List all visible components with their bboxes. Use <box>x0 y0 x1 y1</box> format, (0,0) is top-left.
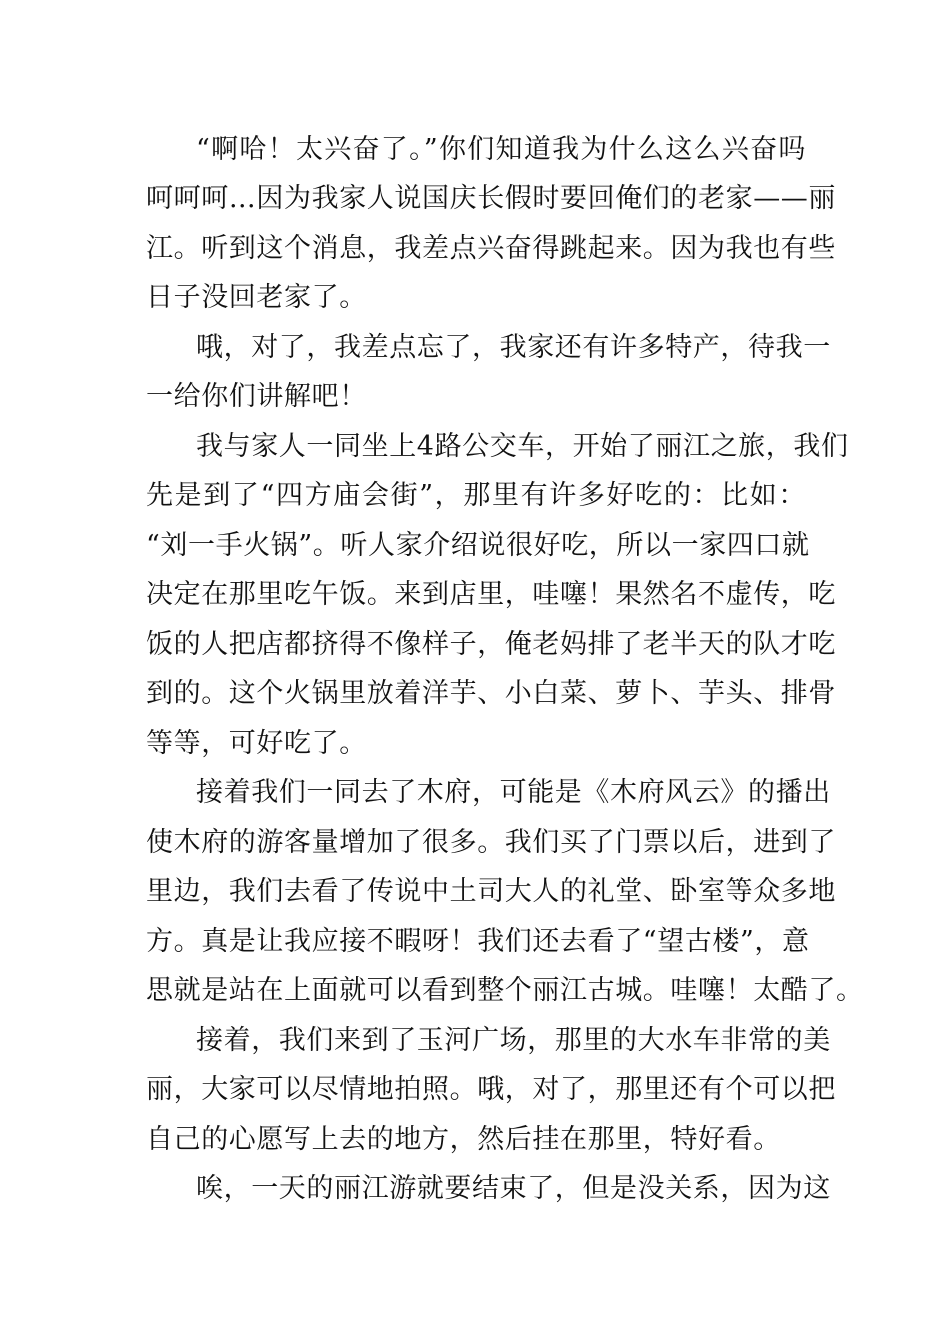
text-line: 我与家人一同坐上4路公交车，开始了丽江之旅，我们 <box>196 431 849 462</box>
text-line: 决定在那里吃午饭。来到店里，哇噻！果然名不虚传，吃 <box>146 579 836 610</box>
text-line: 哦，对了，我差点忘了，我家还有许多特产，待我一 <box>196 332 831 363</box>
text-line: 思就是站在上面就可以看到整个丽江古城。哇噻！太酷了。 <box>146 975 864 1006</box>
text-line: “刘一手火锅”。听人家介绍说很好吃，所以一家四口就 <box>146 530 810 561</box>
text-line: 丽，大家可以尽情地拍照。哦，对了，那里还有个可以把 <box>146 1074 836 1105</box>
text-line: 江。听到这个消息，我差点兴奋得跳起来。因为我也有些 <box>146 233 836 264</box>
text-line: 唉，一天的丽江游就要结束了，但是没关系，因为这 <box>196 1173 831 1204</box>
text-line: 一给你们讲解吧！ <box>146 381 367 412</box>
text-line: 日子没回老家了。 <box>146 282 367 313</box>
text-line: 接着我们一同去了木府，可能是《木府风云》的播出 <box>196 777 831 808</box>
text-line: 呵呵呵…因为我家人说国庆长假时要回俺们的老家——丽 <box>146 183 836 214</box>
text-line: 里边，我们去看了传说中土司大人的礼堂、卧室等众多地 <box>146 876 836 907</box>
text-line: 等等，可好吃了。 <box>146 728 367 759</box>
text-line: 方。真是让我应接不暇呀！我们还去看了“望古楼”，意 <box>146 926 810 957</box>
text-line: 到的。这个火锅里放着洋芋、小白菜、萝卜、芋头、排骨 <box>146 678 836 709</box>
text-line: 接着，我们来到了玉河广场，那里的大水车非常的美 <box>196 1025 831 1056</box>
text-line: “啊哈！太兴奋了。”你们知道我为什么这么兴奋吗 <box>196 134 806 165</box>
text-line: 自己的心愿写上去的地方，然后挂在那里，特好看。 <box>146 1124 781 1155</box>
text-line: 饭的人把店都挤得不像样子，俺老妈排了老半天的队才吃 <box>146 629 836 660</box>
text-line: 使木府的游客量增加了很多。我们买了门票以后，进到了 <box>146 827 836 858</box>
text-line: 先是到了“四方庙会街”，那里有许多好吃的：比如： <box>146 480 806 511</box>
